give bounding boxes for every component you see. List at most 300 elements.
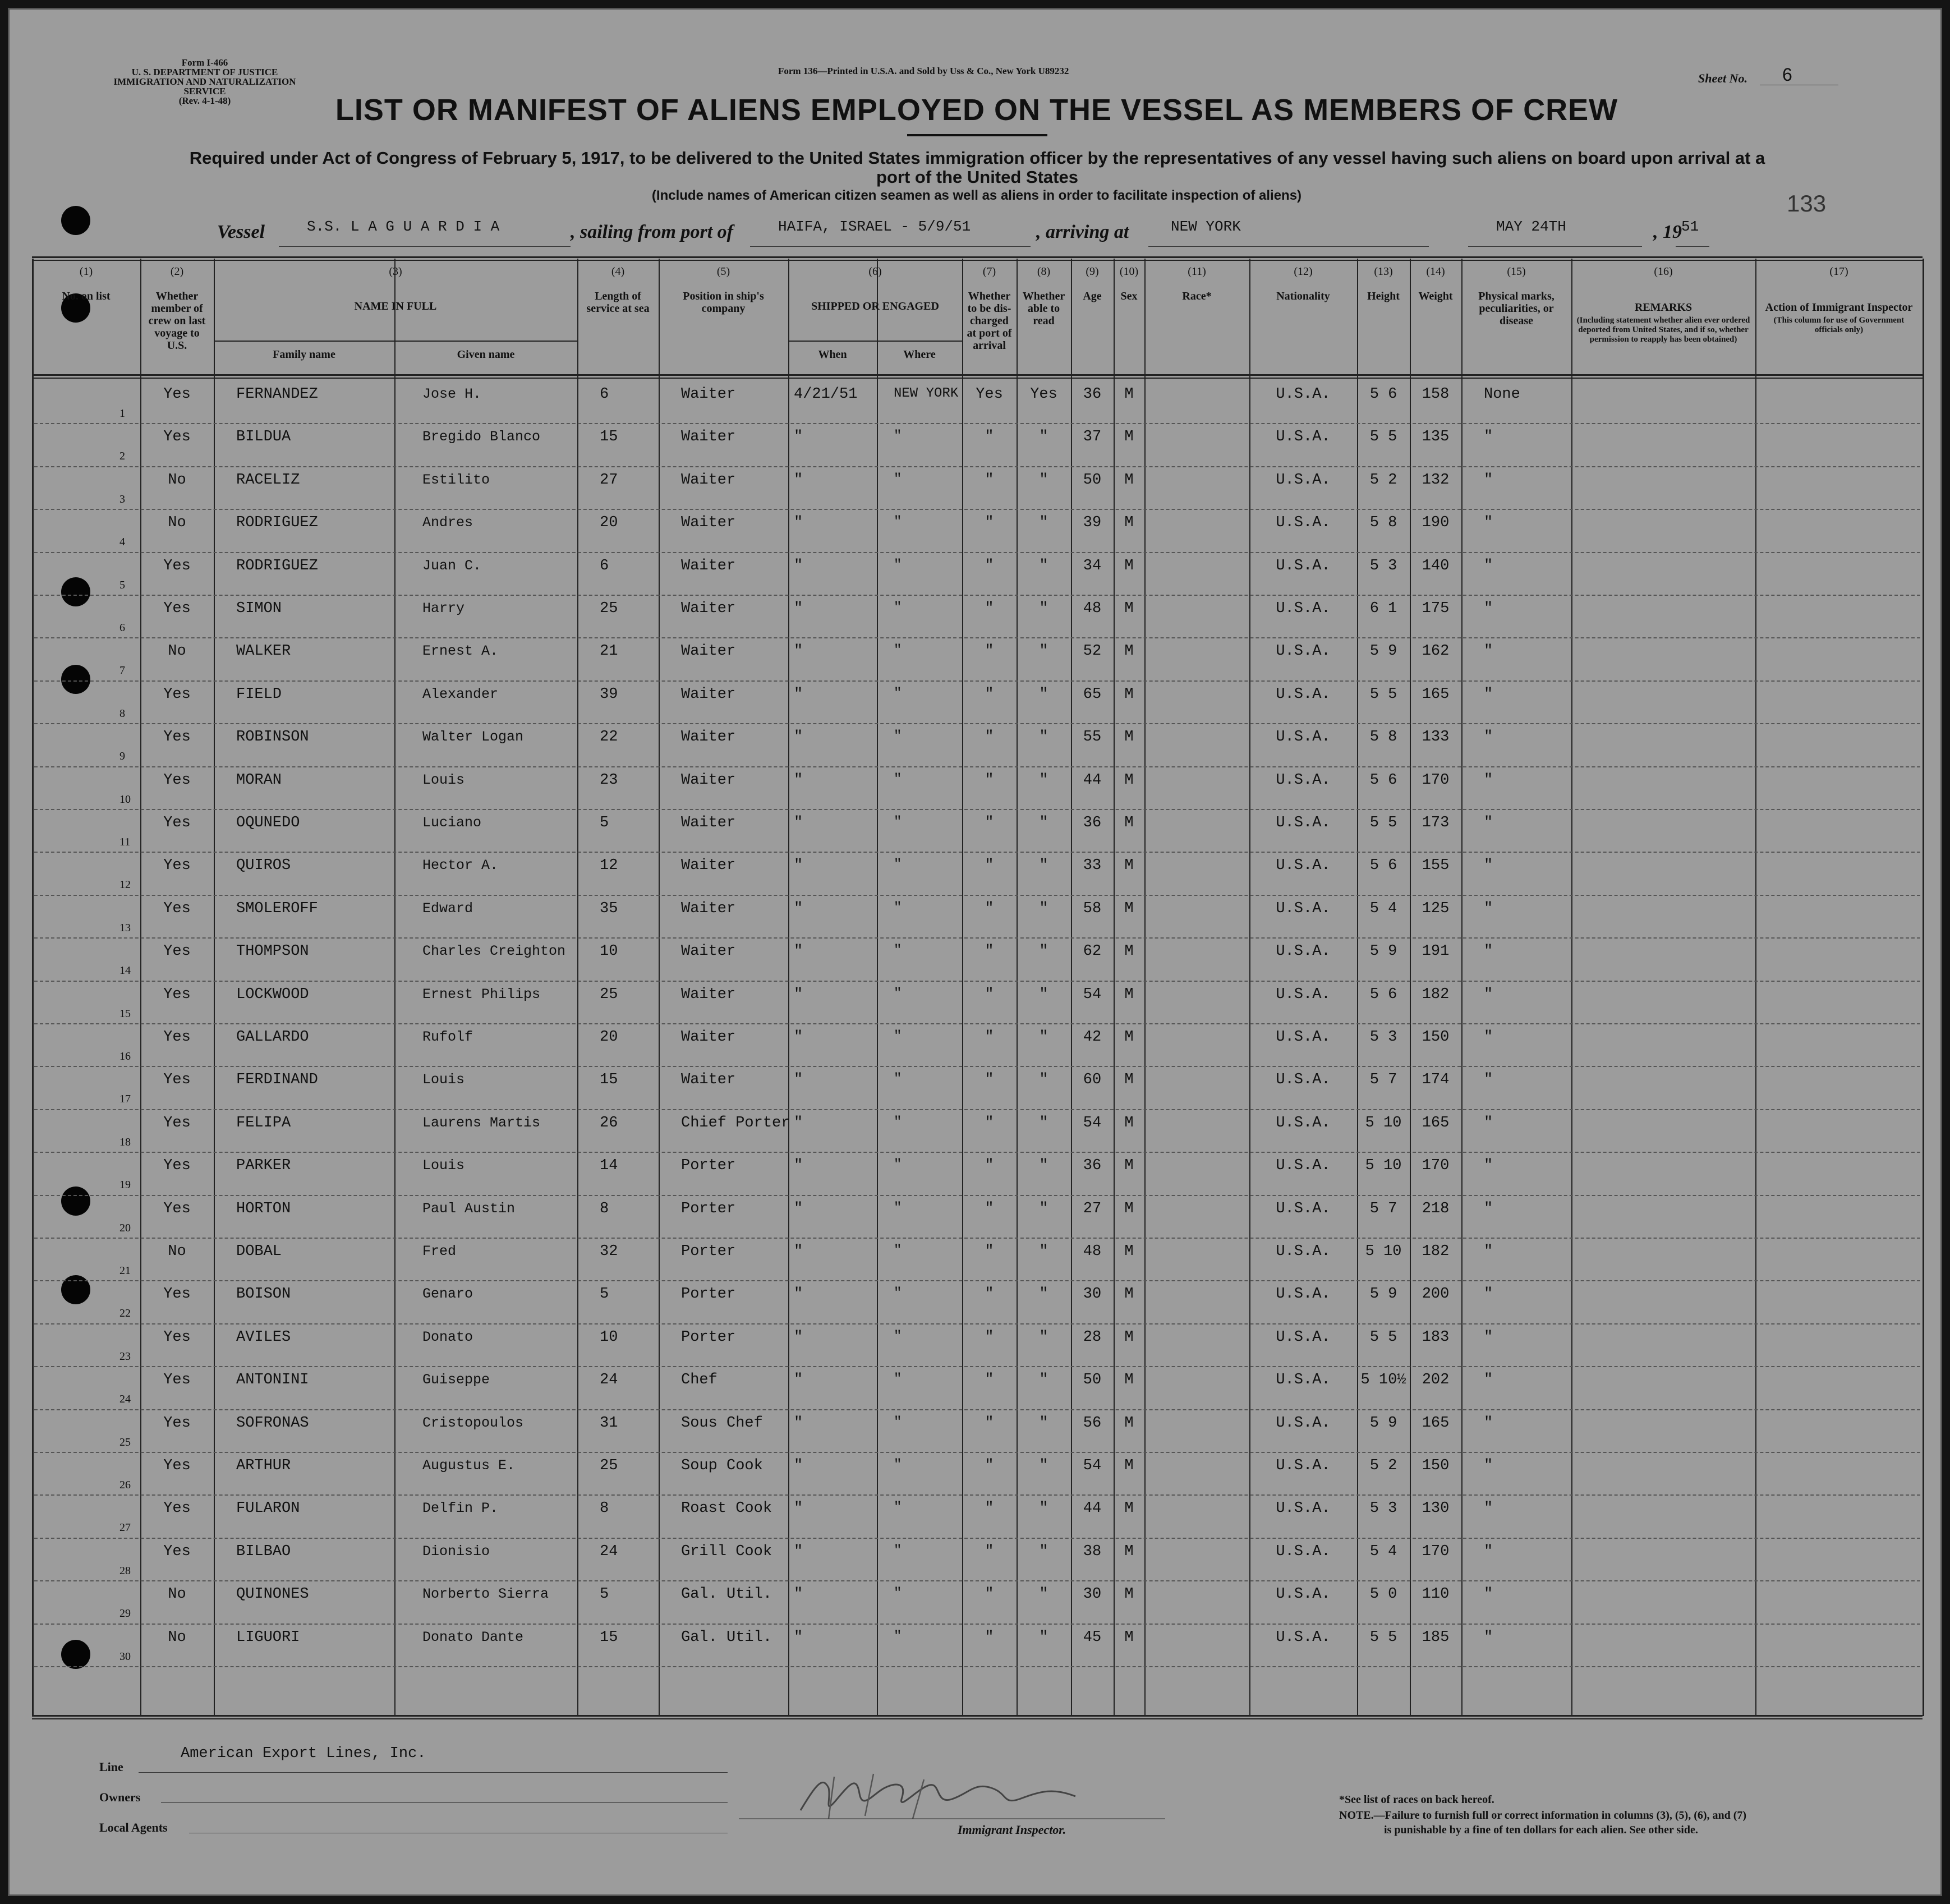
cell-where: ": [894, 815, 902, 830]
cell-family: GALLARDO: [236, 1029, 309, 1046]
row-number: 19: [119, 1179, 131, 1192]
column-header: Physical marks, peculiarities, or disease: [1478, 290, 1555, 327]
cell-service: 35: [600, 900, 618, 917]
row-number: 17: [119, 1093, 131, 1106]
row-number: 26: [119, 1479, 131, 1491]
cell-last: Yes: [163, 386, 191, 403]
cell-read: ": [1039, 471, 1048, 489]
cell-read: ": [1039, 1457, 1048, 1474]
cell-position: Waiter: [681, 771, 736, 789]
row-rule: [34, 981, 1920, 982]
cell-when: ": [794, 1629, 803, 1646]
cell-given: Alexander: [422, 686, 499, 702]
cell-weight: 150: [1422, 1457, 1450, 1474]
cell-sex: M: [1124, 514, 1134, 532]
cell-service: 25: [600, 1457, 618, 1474]
cell-weight: 170: [1422, 1543, 1450, 1560]
cell-when: ": [794, 1071, 803, 1089]
cell-where: ": [894, 1372, 902, 1387]
cell-read: ": [1039, 1414, 1048, 1432]
cell-weight: 185: [1422, 1629, 1450, 1646]
cell-when: ": [794, 1543, 803, 1560]
cell-given: Delfin P.: [422, 1500, 499, 1517]
row-rule: [34, 1366, 1920, 1367]
cell-family: RODRIGUEZ: [236, 514, 318, 532]
cell-given: Louis: [422, 1071, 465, 1088]
cell-read: ": [1039, 1157, 1048, 1175]
subtitle: [150, 149, 1805, 187]
cell-given: Augustus E.: [422, 1457, 516, 1474]
sheet-number-label: Sheet No.: [1698, 71, 1747, 85]
cell-read: ": [1039, 1328, 1048, 1346]
owners-label: Owners: [99, 1790, 141, 1804]
cell-last: Yes: [163, 600, 191, 617]
cell-marks: ": [1484, 600, 1493, 617]
cell-marks: ": [1484, 1029, 1493, 1046]
cell-discharged: ": [985, 771, 994, 789]
cell-given: Donato: [422, 1328, 473, 1345]
cell-read: ": [1039, 1629, 1048, 1646]
cell-where: ": [894, 1200, 902, 1216]
column-number: (8): [1037, 265, 1051, 278]
column-number: (9): [1086, 265, 1099, 278]
cell-where: ": [894, 1328, 902, 1344]
row-rule: [34, 1409, 1920, 1410]
cell-age: 60: [1083, 1071, 1102, 1089]
cell-weight: 173: [1422, 815, 1450, 831]
cell-given: Juan C.: [422, 557, 482, 574]
subheader-rule: [214, 341, 577, 342]
cell-read: ": [1039, 600, 1048, 617]
cell-where: ": [894, 1286, 902, 1301]
cell-read: ": [1039, 857, 1048, 875]
row-number: 29: [119, 1607, 131, 1620]
cell-when: ": [794, 471, 803, 489]
cell-sex: M: [1124, 386, 1134, 403]
cell-nationality: U.S.A.: [1276, 1586, 1331, 1603]
punch-hole: [61, 577, 90, 606]
cell-service: 32: [600, 1243, 618, 1260]
row-rule: [34, 1066, 1920, 1067]
department: U. S. DEPARTMENT OF JUSTICE: [131, 67, 278, 77]
cell-last: Yes: [163, 986, 191, 1003]
subtitle-line-1: Required under Act of Congress of February 5, 1917, to be delivered to the United States immigration officer by the representatives of any vessel having such aliens on board upon arrival at a: [189, 148, 1765, 168]
cell-discharged: ": [985, 514, 994, 532]
cell-sex: M: [1124, 686, 1134, 703]
cell-marks: ": [1484, 471, 1493, 489]
cell-marks: None: [1484, 386, 1520, 403]
cell-sex: M: [1124, 1157, 1134, 1175]
cell-height: 5 2: [1369, 471, 1397, 489]
cell-position: Waiter: [681, 986, 736, 1003]
cell-service: 10: [600, 1328, 618, 1346]
cell-given: Cristopoulos: [422, 1414, 524, 1431]
service: IMMIGRATION AND NATURALIZATION SERVICE: [113, 76, 296, 96]
cell-height: 5 0: [1369, 1586, 1397, 1603]
cell-nationality: U.S.A.: [1276, 771, 1331, 789]
cell-marks: ": [1484, 1071, 1493, 1089]
cell-nationality: U.S.A.: [1276, 1286, 1331, 1303]
cell-discharged: ": [985, 1200, 994, 1217]
cell-family: ARTHUR: [236, 1457, 291, 1474]
cell-age: 44: [1083, 1500, 1102, 1517]
cell-marks: ": [1484, 1543, 1493, 1560]
punch-hole: [61, 1186, 90, 1216]
cell-service: 6: [600, 557, 609, 574]
cell-family: FIELD: [236, 686, 282, 703]
row-number: 20: [119, 1221, 131, 1234]
column-header: Height: [1367, 290, 1400, 302]
row-number: 10: [119, 793, 131, 806]
column-header: Length of service at sea: [586, 290, 650, 315]
column-header: Action of Immigrant Inspector: [1765, 301, 1913, 314]
cell-read: ": [1039, 943, 1048, 960]
cell-marks: ": [1484, 1629, 1493, 1646]
sailing-port: HAIFA, ISRAEL - 5/9/51: [778, 218, 971, 235]
cell-last: Yes: [163, 900, 191, 917]
cell-read: ": [1039, 1200, 1048, 1217]
cell-last: No: [168, 1586, 186, 1603]
cell-when: ": [794, 514, 803, 532]
cell-when: ": [794, 729, 803, 746]
column-number: (14): [1426, 265, 1445, 278]
cell-position: Porter: [681, 1157, 736, 1175]
cell-when: ": [794, 1114, 803, 1132]
cell-marks: ": [1484, 943, 1493, 960]
punch-hole: [61, 1275, 90, 1304]
cell-sex: M: [1124, 1372, 1134, 1389]
cell-nationality: U.S.A.: [1276, 1414, 1331, 1432]
cell-height: 5 8: [1369, 514, 1397, 532]
cell-family: AVILES: [236, 1328, 291, 1346]
cell-age: 44: [1083, 771, 1102, 789]
cell-when: ": [794, 1500, 803, 1517]
cell-nationality: U.S.A.: [1276, 900, 1331, 917]
cell-nationality: U.S.A.: [1276, 429, 1331, 446]
row-number: 12: [119, 879, 131, 891]
cell-when: ": [794, 600, 803, 617]
cell-height: 5 3: [1369, 1029, 1397, 1046]
cell-position: Waiter: [681, 514, 736, 532]
cell-family: BILDUA: [236, 429, 291, 446]
cell-height: 5 5: [1369, 815, 1397, 831]
cell-marks: ": [1484, 1414, 1493, 1432]
cell-where: ": [894, 429, 902, 444]
cell-height: 6 1: [1369, 600, 1397, 617]
inspector-signature: [739, 1765, 1165, 1827]
cell-given: Rufolf: [422, 1029, 473, 1045]
row-number: 13: [119, 921, 131, 934]
cell-nationality: U.S.A.: [1276, 1629, 1331, 1646]
column-rule: [394, 259, 395, 1716]
column-header: Sex: [1120, 290, 1138, 302]
cell-discharged: ": [985, 1543, 994, 1560]
column-header: Whether member of crew on last voyage to U.S.: [148, 290, 206, 352]
column-number: (11): [1188, 265, 1206, 278]
cell-read: ": [1039, 1071, 1048, 1089]
cell-service: 39: [600, 686, 618, 703]
cell-position: Waiter: [681, 557, 736, 574]
cell-position: Soup Cook: [681, 1457, 763, 1474]
cell-height: 5 8: [1369, 729, 1397, 746]
cell-age: 33: [1083, 857, 1102, 875]
row-number: 3: [119, 493, 125, 505]
sheet-number-value: 6: [1782, 65, 1792, 85]
stamp-number: 133: [1787, 190, 1827, 217]
cell-height: 5 5: [1369, 429, 1397, 446]
cell-marks: ": [1484, 1586, 1493, 1603]
cell-sex: M: [1124, 1629, 1134, 1646]
cell-nationality: U.S.A.: [1276, 557, 1331, 574]
cell-height: 5 3: [1369, 1500, 1397, 1517]
cell-position: Sous Chef: [681, 1414, 763, 1432]
cell-service: 15: [600, 429, 618, 446]
cell-discharged: ": [985, 686, 994, 703]
cell-family: FERNANDEZ: [236, 386, 318, 403]
row-rule: [34, 1109, 1920, 1110]
cell-given: Donato Dante: [422, 1629, 524, 1645]
year-prefix: , 19: [1653, 222, 1682, 242]
line-label: Line: [99, 1760, 123, 1774]
cell-last: Yes: [163, 1328, 191, 1346]
row-rule: [34, 1538, 1920, 1539]
cell-family: ROBINSON: [236, 729, 309, 746]
cell-service: 21: [600, 643, 618, 660]
column-number: (10): [1119, 265, 1139, 278]
column-rule: [788, 259, 789, 1716]
cell-weight: 165: [1422, 1114, 1450, 1132]
cell-when: ": [794, 1414, 803, 1432]
cell-position: Waiter: [681, 1071, 736, 1089]
cell-last: No: [168, 643, 186, 660]
cell-service: 8: [600, 1200, 609, 1217]
cell-read: ": [1039, 1286, 1048, 1303]
subtitle-note: (Include names of American citizen seamen as well as aliens in order to facilitate inspection of aliens): [651, 188, 1302, 203]
cell-marks: ": [1484, 1328, 1493, 1346]
row-number: 30: [119, 1650, 131, 1663]
cell-given: Louis: [422, 771, 465, 788]
cell-family: DOBAL: [236, 1243, 282, 1260]
cell-where: ": [894, 471, 902, 487]
cell-last: Yes: [163, 857, 191, 875]
column-rule: [577, 259, 578, 1716]
cell-where: ": [894, 1543, 902, 1558]
row-number: 23: [119, 1350, 131, 1363]
cell-read: ": [1039, 1500, 1048, 1517]
row-number: 8: [119, 707, 125, 720]
cell-last: No: [168, 1629, 186, 1646]
cell-marks: ": [1484, 986, 1493, 1003]
cell-last: No: [168, 1243, 186, 1260]
vessel-label: Vessel: [217, 222, 265, 242]
cell-family: LIGUORI: [236, 1629, 300, 1646]
cell-age: 54: [1083, 986, 1102, 1003]
row-number: 22: [119, 1307, 131, 1320]
row-rule: [34, 895, 1920, 896]
cell-nationality: U.S.A.: [1276, 1543, 1331, 1560]
row-number: 28: [119, 1564, 131, 1577]
cell-nationality: U.S.A.: [1276, 643, 1331, 660]
cell-height: 5 6: [1369, 986, 1397, 1003]
printer-line: Form 136—Printed in U.S.A. and Sold by Uss & Co., New York U89232: [778, 66, 1069, 76]
cell-weight: 133: [1422, 729, 1450, 746]
cell-family: ANTONINI: [236, 1372, 309, 1389]
column-rule: [1571, 259, 1572, 1716]
cell-last: Yes: [163, 1414, 191, 1432]
column-header: Whether to be dis-charged at port of arrival: [967, 290, 1012, 352]
cell-family: HORTON: [236, 1200, 291, 1217]
penalty-note-line-1: NOTE.—Failure to furnish full or correct information in columns (3), (5), (6), and (7): [1339, 1809, 1747, 1822]
cell-discharged: ": [985, 1457, 994, 1474]
column-number: (6): [868, 265, 882, 278]
cell-service: 23: [600, 771, 618, 789]
cell-where: ": [894, 1114, 902, 1130]
vessel-name: S.S. L A G U A R D I A: [307, 218, 500, 235]
cell-nationality: U.S.A.: [1276, 1500, 1331, 1517]
cell-when: ": [794, 1586, 803, 1603]
column-header: SHIPPED OR ENGAGED: [811, 300, 939, 312]
cell-where: ": [894, 686, 902, 701]
cell-age: 39: [1083, 514, 1102, 532]
row-rule: [34, 466, 1920, 467]
page-title: LIST OR MANIFEST OF ALIENS EMPLOYED ON THE VESSEL AS MEMBERS OF CREW: [335, 93, 1618, 127]
cell-nationality: U.S.A.: [1276, 729, 1331, 746]
cell-discharged: ": [985, 900, 994, 917]
cell-family: RODRIGUEZ: [236, 557, 318, 574]
cell-where: ": [894, 1414, 902, 1430]
cell-sex: M: [1124, 471, 1134, 489]
column-number: (15): [1507, 265, 1526, 278]
cell-given: Walter Logan: [422, 729, 524, 746]
cell-position: Roast Cook: [681, 1500, 772, 1517]
cell-when: ": [794, 857, 803, 875]
cell-marks: ": [1484, 857, 1493, 875]
cell-discharged: Yes: [976, 386, 1003, 403]
cell-read: ": [1039, 1029, 1048, 1046]
cell-when: ": [794, 1243, 803, 1260]
column-rule: [1461, 259, 1462, 1716]
cell-weight: 125: [1422, 900, 1450, 917]
cell-age: 36: [1083, 1157, 1102, 1175]
cell-height: 5 5: [1369, 1328, 1397, 1346]
cell-when: ": [794, 1200, 803, 1217]
cell-marks: ": [1484, 729, 1493, 746]
cell-height: 5 3: [1369, 557, 1397, 574]
manifest-sheet: [8, 8, 1942, 1896]
cell-position: Porter: [681, 1286, 736, 1303]
cell-nationality: U.S.A.: [1276, 1071, 1331, 1089]
cell-service: 10: [600, 943, 618, 960]
cell-position: Waiter: [681, 686, 736, 703]
column-subheader: Family name: [273, 348, 335, 361]
cell-given: Fred: [422, 1243, 457, 1259]
cell-family: QUIROS: [236, 857, 291, 875]
cell-weight: 155: [1422, 857, 1450, 875]
punch-hole: [61, 1640, 90, 1669]
cell-discharged: ": [985, 1114, 994, 1132]
form-number: Form I-466: [181, 57, 228, 68]
column-rule: [1923, 259, 1924, 1716]
cell-position: Waiter: [681, 857, 736, 875]
cell-when: ": [794, 1029, 803, 1046]
cell-service: 27: [600, 471, 618, 489]
cell-last: Yes: [163, 1500, 191, 1517]
cell-family: RACELIZ: [236, 471, 300, 489]
cell-service: 25: [600, 986, 618, 1003]
cell-age: 38: [1083, 1543, 1102, 1560]
cell-family: PARKER: [236, 1157, 291, 1175]
cell-nationality: U.S.A.: [1276, 857, 1331, 875]
column-rule: [1755, 259, 1756, 1716]
cell-marks: ": [1484, 643, 1493, 660]
row-rule: [34, 1452, 1920, 1453]
cell-when: ": [794, 643, 803, 660]
cell-age: 28: [1083, 1328, 1102, 1346]
cell-marks: ": [1484, 1286, 1493, 1303]
cell-family: THOMPSON: [236, 943, 309, 960]
cell-last: Yes: [163, 1543, 191, 1560]
penalty-note: [1339, 1808, 1900, 1837]
cell-when: ": [794, 429, 803, 446]
cell-sex: M: [1124, 1286, 1134, 1303]
cell-given: Ernest Philips: [422, 986, 541, 1002]
cell-weight: 158: [1422, 386, 1450, 403]
cell-sex: M: [1124, 1414, 1134, 1432]
row-rule: [34, 1195, 1920, 1196]
column-header: No. on list: [62, 290, 111, 302]
cell-sex: M: [1124, 557, 1134, 574]
cell-nationality: U.S.A.: [1276, 815, 1331, 831]
cell-read: ": [1039, 1114, 1048, 1132]
cell-given: Guiseppe: [422, 1372, 490, 1388]
cell-nationality: U.S.A.: [1276, 471, 1331, 489]
row-rule: [34, 1323, 1920, 1324]
cell-family: BILBAO: [236, 1543, 291, 1560]
row-rule: [34, 1152, 1920, 1153]
cell-where: ": [894, 1029, 902, 1044]
cell-discharged: ": [985, 1029, 994, 1046]
cell-last: Yes: [163, 1114, 191, 1132]
cell-service: 6: [600, 386, 609, 403]
cell-service: 12: [600, 857, 618, 875]
cell-read: ": [1039, 986, 1048, 1003]
row-number: 24: [119, 1393, 131, 1406]
cell-sex: M: [1124, 857, 1134, 875]
cell-last: No: [168, 514, 186, 532]
cell-given: Charles Creighton: [422, 943, 566, 960]
row-number: 14: [119, 964, 131, 977]
column-number: (17): [1829, 265, 1848, 278]
cell-last: Yes: [163, 1029, 191, 1046]
punch-hole: [61, 206, 90, 235]
cell-when: ": [794, 686, 803, 703]
cell-nationality: U.S.A.: [1276, 1029, 1331, 1046]
cell-where: ": [894, 900, 902, 916]
cell-where: ": [894, 1071, 902, 1087]
cell-sex: M: [1124, 900, 1134, 917]
cell-where: ": [894, 986, 902, 1001]
cell-discharged: ": [985, 557, 994, 574]
cell-weight: 200: [1422, 1286, 1450, 1303]
row-number: 21: [119, 1264, 131, 1277]
row-rule: [34, 1580, 1920, 1581]
cell-age: 65: [1083, 686, 1102, 703]
row-rule: [34, 1023, 1920, 1024]
column-number: (13): [1374, 265, 1393, 278]
cell-last: Yes: [163, 815, 191, 831]
cell-read: ": [1039, 643, 1048, 660]
cell-where: ": [894, 857, 902, 873]
